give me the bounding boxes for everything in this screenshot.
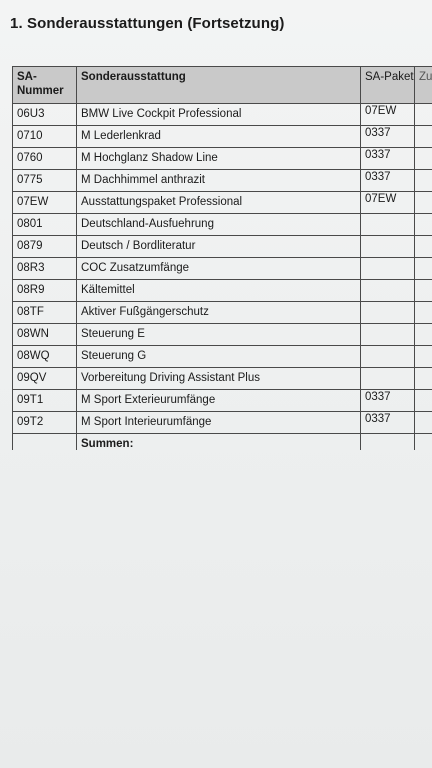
cell-extra <box>415 412 432 434</box>
cell-sa-nummer: 0801 <box>13 214 77 236</box>
cell-sonderausstattung: Steuerung G <box>77 346 361 368</box>
cell-sa-nummer: 08WQ <box>13 346 77 368</box>
sonderausstattungen-table <box>12 66 432 450</box>
sum-cell-empty <box>13 434 77 451</box>
cell-extra <box>415 170 432 192</box>
table-row <box>13 170 432 192</box>
cell-sa-nummer: 0710 <box>13 126 77 148</box>
cell-extra <box>415 390 432 412</box>
sum-row <box>13 434 432 451</box>
header-sa-nummer: SA-Nummer <box>13 67 77 104</box>
header-sonderausstattung: Sonderausstattung <box>77 67 361 104</box>
cell-sa-paket <box>361 346 415 368</box>
table-row <box>13 412 432 434</box>
table-row <box>13 214 432 236</box>
cell-sa-nummer: 0775 <box>13 170 77 192</box>
cell-sonderausstattung: M Lederlenkrad <box>77 126 361 148</box>
cell-extra <box>415 192 432 214</box>
sonderausstattungen-table-container <box>12 66 432 450</box>
cell-sonderausstattung: Ausstattungspaket Professional <box>77 192 361 214</box>
table-header-row <box>13 67 432 104</box>
table-row <box>13 192 432 214</box>
cell-sa-nummer: 08TF <box>13 302 77 324</box>
sum-label: Summen: <box>77 434 361 451</box>
cell-extra <box>415 258 432 280</box>
cell-sa-paket: 0337 <box>361 148 415 170</box>
cell-sonderausstattung: M Hochglanz Shadow Line <box>77 148 361 170</box>
cell-sa-nummer: 06U3 <box>13 104 77 126</box>
cell-sa-nummer: 0879 <box>13 236 77 258</box>
cell-sa-nummer: 07EW <box>13 192 77 214</box>
sum-cell-paket <box>361 434 415 451</box>
cell-sa-nummer: 0760 <box>13 148 77 170</box>
cell-extra <box>415 324 432 346</box>
cell-sa-paket <box>361 280 415 302</box>
cell-sonderausstattung: Deutschland-Ausfuehrung <box>77 214 361 236</box>
cell-sa-paket: 07EW <box>361 104 415 126</box>
cell-sa-paket <box>361 236 415 258</box>
cell-extra <box>415 214 432 236</box>
cell-sonderausstattung: Deutsch / Bordliteratur <box>77 236 361 258</box>
cell-sonderausstattung: Kältemittel <box>77 280 361 302</box>
table-row <box>13 302 432 324</box>
cell-extra <box>415 280 432 302</box>
faint-background-text <box>0 470 432 768</box>
cell-sa-paket <box>361 258 415 280</box>
cell-extra <box>415 104 432 126</box>
cell-sonderausstattung: M Sport Interieurumfänge <box>77 412 361 434</box>
cell-extra <box>415 126 432 148</box>
cell-sonderausstattung: M Dachhimmel anthrazit <box>77 170 361 192</box>
cell-extra <box>415 236 432 258</box>
cell-sonderausstattung: COC Zusatzumfänge <box>77 258 361 280</box>
table-row <box>13 236 432 258</box>
table-row <box>13 258 432 280</box>
cell-extra <box>415 148 432 170</box>
cell-extra <box>415 368 432 390</box>
cell-extra <box>415 346 432 368</box>
cell-sa-paket: 0337 <box>361 126 415 148</box>
table-row <box>13 346 432 368</box>
table-row <box>13 104 432 126</box>
cell-sa-paket: 0337 <box>361 170 415 192</box>
table-row <box>13 390 432 412</box>
cell-sonderausstattung: BMW Live Cockpit Professional <box>77 104 361 126</box>
cell-sa-paket <box>361 324 415 346</box>
cell-sa-paket <box>361 368 415 390</box>
cell-sa-nummer: 08R3 <box>13 258 77 280</box>
header-sa-paket: SA-Paket <box>361 67 415 104</box>
table-row <box>13 148 432 170</box>
table-row <box>13 280 432 302</box>
table-body <box>13 104 432 451</box>
table-row <box>13 126 432 148</box>
cell-sonderausstattung: M Sport Exterieurumfänge <box>77 390 361 412</box>
table-row <box>13 324 432 346</box>
page-title: 1. Sonderausstattungen (Fortsetzung) <box>10 15 285 32</box>
cell-sa-nummer: 08WN <box>13 324 77 346</box>
table-row <box>13 368 432 390</box>
cell-sa-paket: 0337 <box>361 390 415 412</box>
cell-sa-paket <box>361 302 415 324</box>
cell-sa-nummer: 08R9 <box>13 280 77 302</box>
cell-sa-paket: 07EW <box>361 192 415 214</box>
cell-sonderausstattung: Vorbereitung Driving Assistant Plus <box>77 368 361 390</box>
cell-sonderausstattung: Steuerung E <box>77 324 361 346</box>
cell-sa-nummer: 09QV <box>13 368 77 390</box>
cell-sonderausstattung: Aktiver Fußgängerschutz <box>77 302 361 324</box>
cell-sa-nummer: 09T1 <box>13 390 77 412</box>
cell-extra <box>415 302 432 324</box>
cell-sa-paket <box>361 214 415 236</box>
header-extra: Zu <box>415 67 432 104</box>
cell-sa-nummer: 09T2 <box>13 412 77 434</box>
cell-sa-paket: 0337 <box>361 412 415 434</box>
sum-cell-extra <box>415 434 432 451</box>
